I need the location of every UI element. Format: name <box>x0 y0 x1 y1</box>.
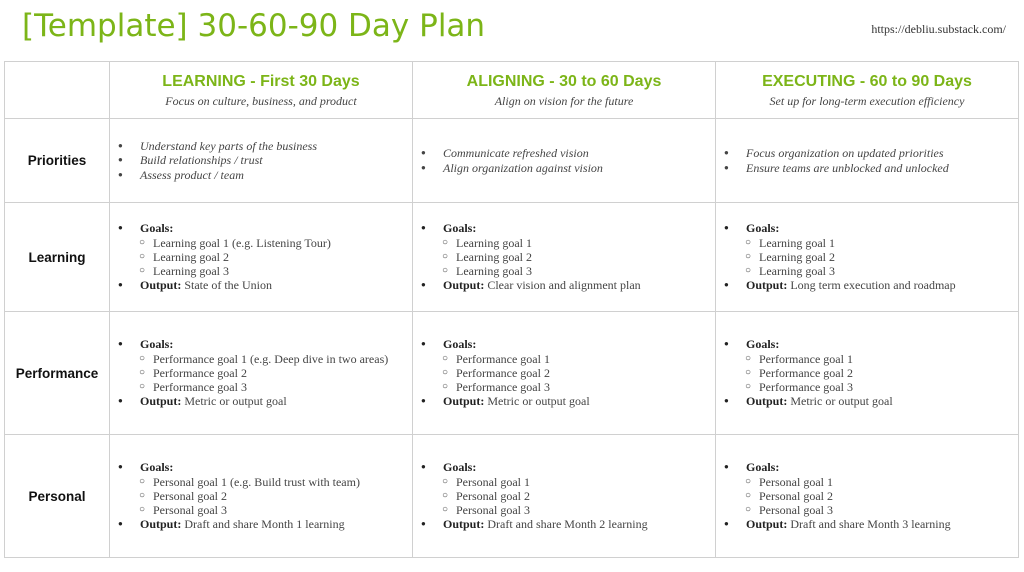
goals-label: Goals: <box>746 460 780 475</box>
priority-item: ● Focus organization on updated priorities <box>724 146 1012 160</box>
goal-item: ○ Learning goal 3 <box>413 264 709 278</box>
goal-item: ○ Learning goal 3 <box>716 264 1012 278</box>
goals-label: Goals: <box>140 460 174 475</box>
phase-header-executing <box>716 62 1019 119</box>
goal-item: ○ Personal goal 3 <box>110 503 406 517</box>
row-learning <box>5 203 1019 312</box>
output-text: Long term execution and roadmap <box>790 278 956 293</box>
goals-label: Goals: <box>140 221 174 236</box>
learning-cell-2 <box>413 203 716 312</box>
plan-table <box>4 61 1019 558</box>
priority-item: ● Understand key parts of the business <box>118 139 406 153</box>
goal-item: ○ Personal goal 2 <box>716 489 1012 503</box>
output-bullet <box>716 278 1012 292</box>
priority-item: ● Align organization against vision <box>421 161 709 175</box>
phase-header-aligning <box>413 62 716 119</box>
goal-item: ○ Learning goal 1 <box>716 236 1012 250</box>
personal-cell-2 <box>413 435 716 558</box>
goals-bullet <box>716 337 1012 351</box>
goals-label: Goals: <box>746 221 780 236</box>
goal-item: ○ Performance goal 1 (e.g. Deep dive in two areas) <box>110 352 406 366</box>
row-label-personal: Personal <box>5 435 110 558</box>
phase-subtitle: Set up for long-term execution efficiency <box>769 94 965 108</box>
goals-bullet <box>110 460 406 474</box>
phase-subtitle: Focus on culture, business, and product <box>165 94 357 108</box>
goal-item: ○ Performance goal 2 <box>716 366 1012 380</box>
row-priorities <box>5 119 1019 203</box>
goals-label: Goals: <box>443 221 477 236</box>
output-text: Metric or output goal <box>790 394 893 409</box>
output-label: Output: <box>140 517 182 532</box>
goals-label: Goals: <box>140 337 174 352</box>
phase-title: EXECUTING - 60 to 90 Days <box>762 73 972 90</box>
goal-item: ○ Personal goal 2 <box>413 489 709 503</box>
goals-label: Goals: <box>443 337 477 352</box>
goal-item: ○ Performance goal 3 <box>716 380 1012 394</box>
output-label: Output: <box>140 394 182 409</box>
priorities-cell-2 <box>413 119 716 203</box>
output-bullet <box>716 394 1012 408</box>
goals-label: Goals: <box>746 337 780 352</box>
output-label: Output: <box>746 517 788 532</box>
goal-item: ○ Performance goal 2 <box>110 366 406 380</box>
goals-label: Goals: <box>443 460 477 475</box>
goals-bullet <box>413 337 709 351</box>
goal-item: ○ Personal goal 3 <box>413 503 709 517</box>
goal-item: ○ Personal goal 1 <box>413 475 709 489</box>
learning-cell-1 <box>110 203 413 312</box>
page-title: [Template] 30-60-90 Day Plan <box>22 8 486 44</box>
goal-item: ○ Personal goal 1 (e.g. Build trust with team) <box>110 475 406 489</box>
output-bullet <box>110 278 406 292</box>
phase-title: LEARNING - First 30 Days <box>162 73 360 90</box>
priority-item: ● Assess product / team <box>118 168 406 182</box>
goal-item: ○ Performance goal 1 <box>413 352 709 366</box>
priorities-cell-3 <box>716 119 1019 203</box>
goals-bullet <box>110 221 406 235</box>
phase-header-row <box>5 62 1019 119</box>
output-label: Output: <box>140 278 182 293</box>
row-label-performance: Performance <box>5 312 110 435</box>
row-label-priorities: Priorities <box>5 119 110 203</box>
row-label-learning: Learning <box>5 203 110 312</box>
goals-bullet <box>716 221 1012 235</box>
goals-bullet <box>716 460 1012 474</box>
priorities-cell-1 <box>110 119 413 203</box>
goal-item: ○ Personal goal 3 <box>716 503 1012 517</box>
goals-bullet <box>413 460 709 474</box>
performance-cell-1 <box>110 312 413 435</box>
row-personal <box>5 435 1019 558</box>
priority-item: ● Ensure teams are unblocked and unlocked <box>724 161 1012 175</box>
output-text: Metric or output goal <box>487 394 590 409</box>
row-performance <box>5 312 1019 435</box>
output-text: Clear vision and alignment plan <box>487 278 641 293</box>
personal-cell-1 <box>110 435 413 558</box>
phase-title: ALIGNING - 30 to 60 Days <box>466 73 662 90</box>
output-text: Draft and share Month 1 learning <box>184 517 345 532</box>
output-label: Output: <box>443 517 485 532</box>
output-bullet <box>413 394 709 408</box>
goal-item: ○ Learning goal 2 <box>110 250 406 264</box>
learning-cell-3 <box>716 203 1019 312</box>
output-text: State of the Union <box>184 278 272 293</box>
priority-item: ● Communicate refreshed vision <box>421 146 709 160</box>
output-text: Draft and share Month 2 learning <box>487 517 648 532</box>
phase-subtitle: Align on vision for the future <box>494 94 634 108</box>
goal-item: ○ Learning goal 3 <box>110 264 406 278</box>
goals-bullet <box>110 337 406 351</box>
source-url[interactable]: https://debliu.substack.com/ <box>871 22 1006 36</box>
output-label: Output: <box>443 278 485 293</box>
priority-item: ● Build relationships / trust <box>118 153 406 167</box>
goal-item: ○ Learning goal 2 <box>716 250 1012 264</box>
goal-item: ○ Learning goal 2 <box>413 250 709 264</box>
goals-bullet <box>413 221 709 235</box>
output-label: Output: <box>746 394 788 409</box>
output-bullet <box>716 517 1012 531</box>
output-bullet <box>110 517 406 531</box>
goal-item: ○ Personal goal 1 <box>716 475 1012 489</box>
output-label: Output: <box>746 278 788 293</box>
corner-cell <box>5 62 110 119</box>
output-label: Output: <box>443 394 485 409</box>
goal-item: ○ Performance goal 1 <box>716 352 1012 366</box>
goal-item: ○ Performance goal 3 <box>110 380 406 394</box>
output-bullet <box>110 394 406 408</box>
output-bullet <box>413 517 709 531</box>
personal-cell-3 <box>716 435 1019 558</box>
phase-header-learning <box>110 62 413 119</box>
performance-cell-2 <box>413 312 716 435</box>
goal-item: ○ Performance goal 2 <box>413 366 709 380</box>
output-bullet <box>413 278 709 292</box>
performance-cell-3 <box>716 312 1019 435</box>
output-text: Draft and share Month 3 learning <box>790 517 951 532</box>
output-text: Metric or output goal <box>184 394 287 409</box>
goal-item: ○ Learning goal 1 <box>413 236 709 250</box>
goal-item: ○ Learning goal 1 (e.g. Listening Tour) <box>110 236 406 250</box>
goal-item: ○ Performance goal 3 <box>413 380 709 394</box>
goal-item: ○ Personal goal 2 <box>110 489 406 503</box>
